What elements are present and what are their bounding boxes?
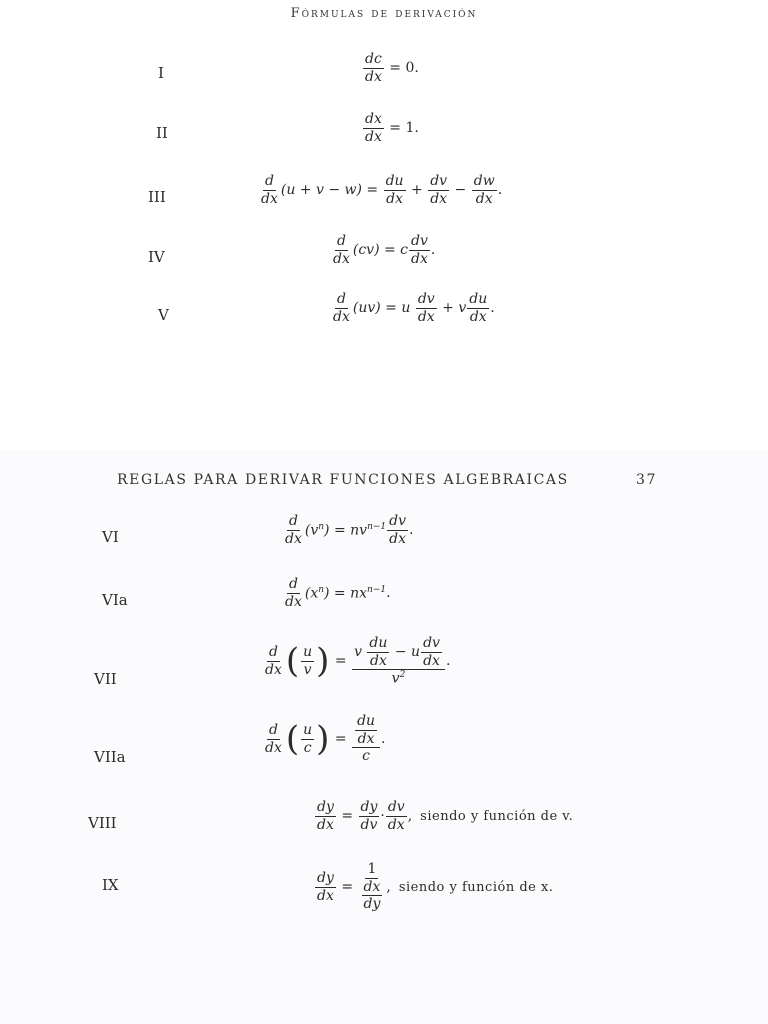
running-header (117, 472, 657, 488)
formula-label-iii: III (148, 188, 166, 206)
formula-viii: $\frac{dy}{dx}$ = $\frac{dy}{dv}$ · $\frac{dv}{dx}$ , siendo y función de v. (317, 799, 574, 833)
formula-label-vii: VII (94, 670, 117, 688)
formula-label-vi: VI (102, 528, 119, 546)
formula-via: $\frac{d}{dx}$ $(x^n) = nx^{n-1}$ . (285, 576, 391, 610)
formula-ix-text: siendo y función de x. (398, 879, 554, 895)
formula-ix: $\frac{dy}{dx}$ = $\frac{1}{\frac{dx}{dy}}$ , siendo y función de x. (317, 861, 554, 913)
formula-ii: $\frac{dx}{dx}$ = 1. (365, 111, 419, 145)
formula-vii: $\frac{d}{dx}$ ( $\frac{u}{v}$ ) = v $\frac{du}{dx}$ − u $\frac{dv}{dx}$ $v^2$ . (265, 635, 451, 688)
formula-label-v: V (158, 306, 169, 324)
formula-label-viii: VIII (88, 814, 117, 832)
section-title: Fórmulas de derivación (290, 6, 478, 21)
page-number: 37 (635, 472, 657, 488)
formula-viia: $\frac{d}{dx}$ ( $\frac{u}{c}$ ) = $\frac{\frac{du}{dx}}{c}$ . (265, 713, 386, 765)
formulas-page-bottom (0, 450, 768, 1024)
formula-i: $\frac{dc}{dx}$ = 0. (365, 51, 419, 85)
formula-label-i: I (158, 64, 164, 82)
formula-iv: $\frac{d}{dx}$ (cv) = c $\frac{dv}{dx}$ . (333, 233, 436, 267)
formula-vi: $\frac{d}{dx}$ $(v^n) = nv^{n-1}$ $\frac{dv}{dx}$ . (285, 513, 414, 547)
formula-label-ix: IX (102, 876, 119, 894)
formula-viii-text: siendo y función de v. (420, 808, 574, 824)
formula-label-viia: VIIa (94, 748, 126, 766)
formula-label-via: VIa (102, 591, 128, 609)
formulas-page-top (0, 0, 768, 450)
formula-label-ii: II (156, 124, 168, 142)
running-header-title: REGLAS PARA DERIVAR FUNCIONES ALGEBRAICAS (117, 472, 569, 488)
formula-iii: $\frac{d}{dx}$ (u + v − w) = $\frac{du}{dx}$ + $\frac{dv}{dx}$ − $\frac{dw}{dx}$ . (261, 173, 503, 207)
formula-v: $\frac{d}{dx}$ (uv) = u $\frac{dv}{dx}$ + v $\frac{du}{dx}$ . (333, 291, 495, 325)
formula-label-iv: IV (148, 248, 165, 266)
